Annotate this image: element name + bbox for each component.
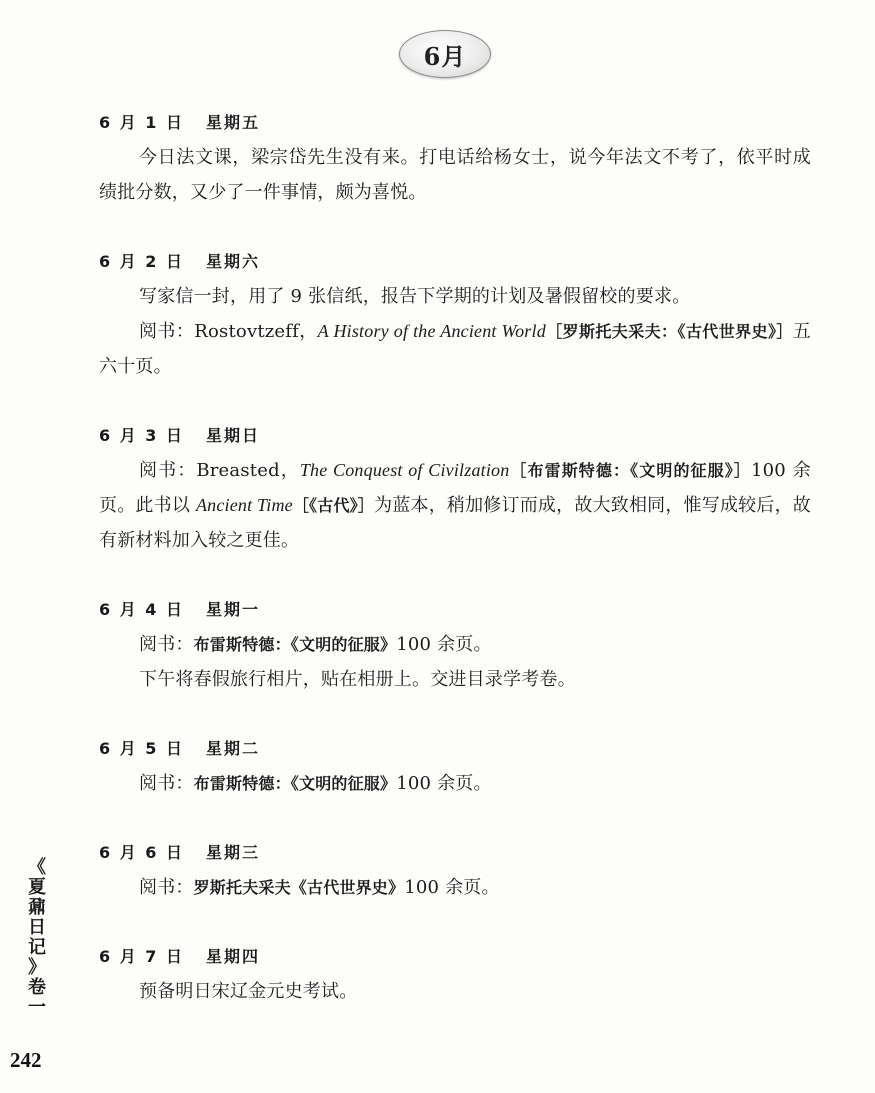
book-title-cn: 布雷斯特德：《文明的征服》 xyxy=(193,774,397,793)
reading-prefix: 阅书： xyxy=(139,773,194,794)
book-title-cn: 布雷斯特德：《文明的征服》 xyxy=(193,635,397,654)
entry-weekday: 星期五 xyxy=(205,113,260,132)
entry-weekday: 星期六 xyxy=(205,252,260,271)
book-title-en: A History of the Ancient World xyxy=(317,321,546,341)
diary-entry xyxy=(99,836,811,905)
entry-paragraph: 预备明日宋辽金元史考试。 xyxy=(139,981,358,1002)
reading-suffix: 五六十页。 xyxy=(99,321,811,377)
entry-weekday: 星期日 xyxy=(205,426,260,445)
month-title: 6月 xyxy=(423,41,467,71)
entry-header xyxy=(99,940,811,974)
entry-date: 6 月 2 日 xyxy=(99,252,184,271)
reading-prefix: 阅书：Breasted， xyxy=(139,460,300,481)
book-title-cn-2: ［《古代》］ xyxy=(292,496,375,515)
reading-suffix: 100 余页。 xyxy=(396,773,492,794)
entry-reading xyxy=(99,766,811,801)
entry-header xyxy=(99,732,811,766)
diary-entry xyxy=(99,732,811,801)
entry-date: 6 月 7 日 xyxy=(99,947,184,966)
entry-date: 6 月 1 日 xyxy=(99,113,184,132)
reading-prefix: 阅书：Rostovtzeff， xyxy=(139,321,318,342)
entry-date: 6 月 4 日 xyxy=(99,600,184,619)
book-title-en: The Conquest of Civilzation xyxy=(299,460,510,480)
entry-header xyxy=(99,836,811,870)
entry-weekday: 星期四 xyxy=(205,947,260,966)
book-title-cn: ［罗斯托夫采夫：《古代世界史》］ xyxy=(545,322,793,341)
diary-entry xyxy=(99,245,811,384)
entry-reading xyxy=(99,627,811,662)
entry-reading xyxy=(99,453,811,558)
entry-paragraph: 今日法文课，梁宗岱先生没有来。打电话给杨女士，说今年法文不考了，依平时成绩批分数，又少了一件事情，颇为喜悦。 xyxy=(99,147,811,203)
book-title-char: 夏 xyxy=(28,877,46,898)
book-title-char: 卷 xyxy=(28,977,46,998)
reading-prefix: 阅书： xyxy=(139,877,194,898)
book-title-char: 》 xyxy=(28,957,46,978)
entry-paragraph: 下午将春假旅行相片，贴在相册上。交进目录学考卷。 xyxy=(139,669,576,690)
entry-header xyxy=(99,593,811,627)
entry-reading xyxy=(99,870,811,905)
book-title-cn: 罗斯托夫采夫《古代世界史》 xyxy=(193,878,405,897)
reading-mid: 100 余页。此书以 xyxy=(99,460,811,516)
entry-paragraph: 写家信一封，用了 9 张信纸，报告下学期的计划及暑假留校的要求。 xyxy=(139,286,691,307)
entry-date: 6 月 5 日 xyxy=(99,739,184,758)
diary-entry xyxy=(99,593,811,697)
entry-date: 6 月 3 日 xyxy=(99,426,184,445)
page-number: 242 xyxy=(10,1048,42,1072)
reading-prefix: 阅书： xyxy=(139,634,194,655)
diary-entry xyxy=(99,106,811,210)
book-title-cn: ［布雷斯特德：《文明的征服》］ xyxy=(509,461,751,480)
reading-suffix: 为蓝本，稍加修订而成，故大致相同，惟写成较后，故有新材料加入较之更佳。 xyxy=(99,495,811,551)
entry-header xyxy=(99,245,811,279)
book-title-char: 《 xyxy=(28,857,46,878)
reading-suffix: 100 余页。 xyxy=(396,634,492,655)
book-title-en-2: Ancient Time xyxy=(195,495,293,515)
entry-reading xyxy=(99,314,811,384)
book-title-char: 一 xyxy=(28,997,46,1018)
entry-date: 6 月 6 日 xyxy=(99,843,184,862)
diary-entry xyxy=(99,419,811,558)
book-title-char: 日 xyxy=(28,917,46,938)
entry-weekday: 星期二 xyxy=(205,739,260,758)
entry-header xyxy=(99,106,811,140)
entry-header xyxy=(99,419,811,453)
diary-entry xyxy=(99,940,811,1009)
entry-weekday: 星期三 xyxy=(205,843,260,862)
running-book-title xyxy=(24,858,50,1018)
entry-weekday: 星期一 xyxy=(205,600,260,619)
book-title-char: 鼐 xyxy=(28,897,46,918)
month-badge xyxy=(399,30,491,78)
book-title-char: 记 xyxy=(28,937,46,958)
reading-suffix: 100 余页。 xyxy=(404,877,500,898)
diary-entries xyxy=(99,106,811,1044)
